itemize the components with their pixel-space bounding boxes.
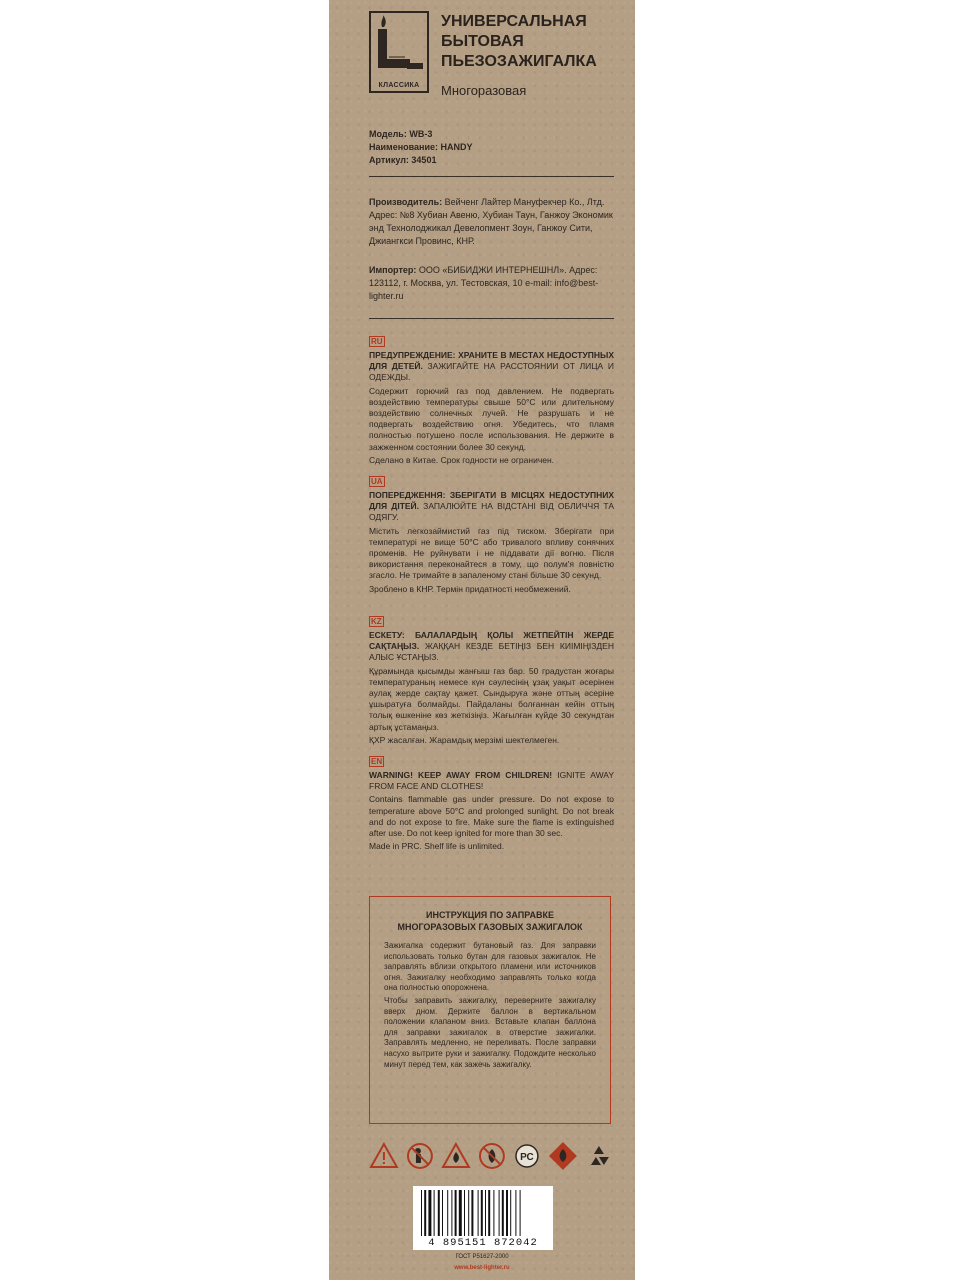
lang-tag-ru: RU xyxy=(371,337,383,346)
lang-tag-ua: UA xyxy=(371,477,383,486)
safety-icons xyxy=(369,1140,614,1172)
no-fire-icon xyxy=(477,1141,507,1171)
instructions-heading-line-1: ИНСТРУКЦИЯ ПО ЗАПРАВКЕ xyxy=(426,910,554,920)
ru-footer: Сделано в Китае. Срок годности не ограничен. xyxy=(369,454,555,465)
barcode-bars xyxy=(421,1190,547,1236)
instructions-para-1: Зажигалка содержит бутановый газ. Для заправки использовать только бутан для газовых зажигалок. Не заправлять вблизи открытого пламени или источников огня. Зажигалку необходимо заправлять только когда она полностью опорожнена. xyxy=(384,941,596,993)
ru-warning-rest: ЗАЖИГАЙТЕ НА РАССТОЯНИИ ОТ ЛИЦА И ОДЕЖДЫ. xyxy=(369,361,614,383)
warning-triangle-icon xyxy=(369,1141,399,1171)
lighter-logo-icon xyxy=(371,13,427,81)
recycle-icon xyxy=(584,1141,614,1171)
instructions-para-2: Чтобы заправить зажигалку, переверните зажигалку вверх дном. Держите баллон в вертикальном положении клапаном вниз. Вставьте клапан баллона для заправки зажигалок в отверстие зажигалки. Заправлять медленно, не переливать. После заправки насухо вытрите руки и зажигалку. Подождите несколько минут перед тем, как зажечь зажигалку. xyxy=(384,995,596,1069)
ua-footer: Зроблено в КНР. Термін придатності необмежений. xyxy=(369,583,571,594)
manufacturer-text: Вейченг Лайтер Мануфекчер Ко., Лтд. Адрес: №8 Хубиан Авеню, Хубиан Таун, Ганжоу Экономик энд Технолоджикал Девелопмент Зоун, Ганжоу Сити, Джиангкси Провинс, КНР. xyxy=(369,197,613,246)
instructions-heading xyxy=(384,909,596,933)
ua-warning-rest: ЗАПАЛЮЙТЕ НА ВІДСТАНІ ВІД ОБЛИЧЧЯ ТА ОДЯГУ. xyxy=(369,501,614,523)
svg-text:РС: РС xyxy=(520,1151,535,1163)
manufacturer-label: Производитель: xyxy=(369,197,443,207)
flammable-triangle-icon xyxy=(441,1141,471,1171)
importer-label: Импортер: xyxy=(369,265,417,275)
importer-text: ООО «БИБИДЖИ ИНТЕРНЕШНЛ». Адрес: 123112, г. Москва, ул. Тестовская, 10 e-mail: info@best-lighter.ru xyxy=(369,265,599,301)
kz-warning: ЕСКЕТУ: БАЛАЛАРДЫҢ ҚОЛЫ ЖЕТПЕЙТІН ЖЕРДЕ САҚТАҢЫЗ. xyxy=(369,630,614,652)
title-line-1: УНИВЕРСАЛЬНАЯ xyxy=(441,13,587,30)
kz-body: Құрамында қысымды жанғыш газ бар. 50 градустан жоғары температураның немесе күн сәулесінің ұзақ уақыт әсерінен аулақ жерде сақтау қажет. Сындыруға және оттың әсеріне ұшыратуға болмайды. Пайдаланы болғаннан кейін оттың толық өшкеніне көз жеткізіңіз. Жағылған күйде 30 секундтан артық ұстамаңыз. xyxy=(369,665,614,732)
packaging-card xyxy=(329,0,635,1280)
manufacturer-info xyxy=(369,196,614,248)
section-en xyxy=(369,756,614,854)
article-line: Артикул: 34501 xyxy=(369,155,437,165)
ru-body: Содержит горючий газ под давлением. Не подвергать воздействию температуры свыше 50°C или длительному воздействию солнечных лучей. Не разрушать и не подвергать воздействию огня. Убедитесь, что пламя полностью потушено после использования. Не держите в зажженном состоянии более 30 секунд. xyxy=(369,385,614,452)
brand-logo xyxy=(369,11,429,93)
divider xyxy=(369,176,614,177)
rst-certification-icon xyxy=(512,1141,542,1171)
kz-footer: ҚХР жасалған. Жарамдық мерзімі шектелмеген. xyxy=(369,734,560,745)
en-warning: WARNING! KEEP AWAY FROM CHILDREN! xyxy=(369,770,553,780)
model-line: Модель: WB-3 xyxy=(369,129,433,139)
product-specs xyxy=(369,128,619,167)
no-children-icon xyxy=(405,1141,435,1171)
ua-warning: ПОПЕРЕДЖЕННЯ: ЗБЕРІГАТИ В МІСЦЯХ НЕДОСТУПНИХ ДЛЯ ДІТЕЙ. xyxy=(369,490,614,512)
en-warning-rest: IGNITE AWAY FROM FACE AND CLOTHES! xyxy=(369,770,614,792)
lang-tag-en: EN xyxy=(371,757,383,766)
website-link[interactable]: www.best-lighter.ru xyxy=(454,1265,510,1271)
gost-standard: ГОСТ Р51627-2000 xyxy=(455,1254,509,1260)
section-kz xyxy=(369,616,614,748)
barcode-digits: 4 895151 872042 xyxy=(428,1237,538,1249)
name-line: Наименование: HANDY xyxy=(369,142,473,152)
instructions-heading-line-2: МНОГОРАЗОВЫХ ГАЗОВЫХ ЗАЖИГАЛОК xyxy=(397,922,583,932)
refill-instructions xyxy=(369,896,611,1124)
barcode xyxy=(413,1186,553,1250)
en-body: Contains flammable gas under pressure. Do not expose to temperature above 50°C and prolonged sunlight. Do not break and do not expose to fire. Make sure the flame is extinguished after use. Do not keep ignited for more than 30 sec. xyxy=(369,794,614,839)
lang-tag-kz: KZ xyxy=(371,617,382,626)
importer-info xyxy=(369,264,614,303)
en-footer: Made in PRC. Shelf life is unlimited. xyxy=(369,841,505,852)
kz-warning-rest: ЖАҚҚАН КЕЗДЕ БЕТІҢІЗ БЕН КИІМІҢІЗДЕН АЛЫС ҰСТАҢЫЗ. xyxy=(369,641,614,663)
flammable-diamond-icon xyxy=(548,1141,578,1171)
logo-caption: КЛАССИКА xyxy=(378,82,420,89)
product-subtitle: Многоразовая xyxy=(441,83,527,98)
ua-body: Містить легкозаймистий газ під тиском. Зберігати при температурі не вище 50°C або тривалого впливу сонячних променів. Не руйнувати і не піддавати дії вогню. Після використання переконайтеся в тому, що полум'я повністю згасло. Не тримайте в запаленому стані більше 30 секунд. xyxy=(369,525,614,581)
divider xyxy=(369,318,614,319)
section-ru xyxy=(369,336,614,468)
title-line-2: БЫТОВАЯ xyxy=(441,33,524,50)
product-title xyxy=(441,12,631,72)
section-ua xyxy=(369,476,614,597)
title-line-3: ПЬЕЗОЗАЖИГАЛКА xyxy=(441,53,597,70)
ru-warning: ПРЕДУПРЕЖДЕНИЕ: ХРАНИТЕ В МЕСТАХ НЕДОСТУПНЫХ ДЛЯ ДЕТЕЙ. xyxy=(369,350,614,372)
